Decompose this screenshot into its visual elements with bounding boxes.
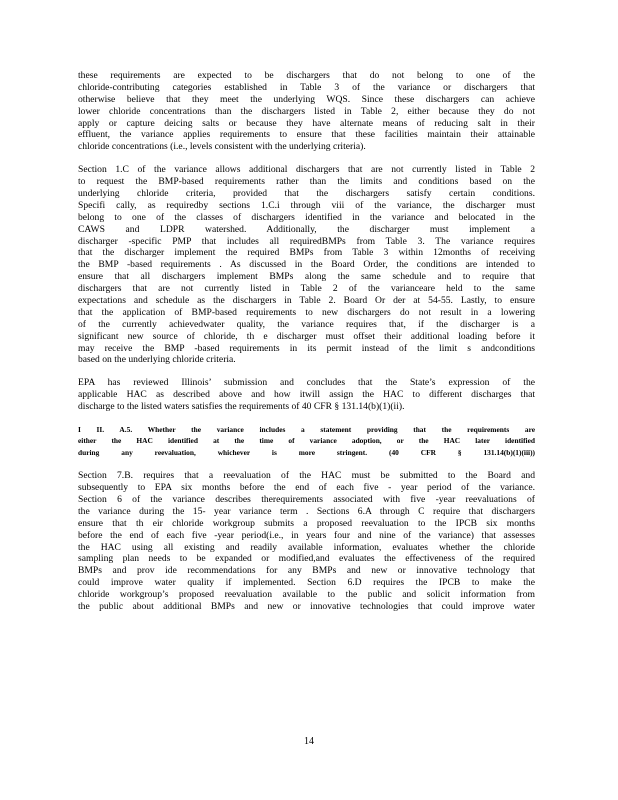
- paragraph-1: [78, 70, 535, 153]
- section-heading: [78, 424, 535, 458]
- paragraph-3: [78, 377, 535, 413]
- text-line: discharge to the listed waters satisfies the requirements of 40 CFR § 131.14(b)(1)(ii).: [78, 401, 405, 413]
- text-line: lower chloride concentrations than the dischargers listed in Table 2, either because they do not: [78, 105, 535, 117]
- page-content: [78, 70, 535, 613]
- heading-line: either the HAC identified at the time of variance adoption, or the HAC later identified: [78, 436, 535, 446]
- text-line: of the currently achievedwater quality, the variance requires that, if the discharger is a: [78, 318, 535, 330]
- text-line: BMPs and prov ide recommendations for any BMPs and new or innovative technology that: [78, 565, 535, 577]
- text-line: that the application of BMP-based requirements to new dischargers do not result in a lowering: [78, 306, 535, 318]
- text-line: these requirements are expected to be dischargers that do not belong to one of the: [78, 70, 535, 81]
- text-line: the variance during the 15- year variance term . Sections 6.A through C require that dischargers: [78, 505, 535, 517]
- text-line: CAWS and LDPR watershed. Additionally, the discharger must implement a: [78, 223, 535, 235]
- text-line: the BMP -based requirements . As discussed in the Board Order, the conditions are intended to: [78, 259, 535, 271]
- text-line: that the discharger implement the required BMPs from Table 3 within 12months of receiving: [78, 247, 535, 259]
- text-line: applicable HAC as described above and how itwill assign the HAC to different discharges that: [78, 389, 535, 401]
- text-line: EPA has reviewed Illinois’ submission and concludes that the State’s expression of the: [78, 377, 535, 389]
- text-line: based on the underlying chloride criteria.: [78, 354, 236, 366]
- text-line: expectations and schedule as the dischargers in Table 2. Board Or der at 54-55. Lastly, to ensure: [78, 295, 535, 307]
- paragraph-4: [78, 470, 535, 613]
- text-line: the HAC using all existing and readily available information, evaluates whether the chloride: [78, 541, 535, 553]
- heading-line: I II. A.5. Whether the variance includes a statement providing that the requirements are: [78, 425, 535, 435]
- text-line: belong to one of the classes of dischargers identified in the variance and belocated in the: [78, 211, 535, 223]
- text-line: Section 1.C of the variance allows additional dischargers that are not currently listed in Table 2: [78, 164, 535, 176]
- text-line: apply or capture deicing salts or because they have alternate means of reducing salt in their: [78, 117, 535, 129]
- text-line: significant new source of chloride, th e discharger must offset their additional loading before it: [78, 330, 535, 342]
- text-line: before the end of each five -year period(i.e., in years four and nine of the variance) that assesses: [78, 529, 535, 541]
- text-line: Specifi cally, as requiredby sections 1.C.i through viii of the variance, the discharger must: [78, 199, 535, 211]
- text-line: Section 7.B. requires that a reevaluation of the HAC must be submitted to the Board and: [78, 470, 535, 482]
- text-line: could improve water quality if implemented. Section 6.D requires the IPCB to make the: [78, 577, 535, 589]
- text-line: ensure that all dischargers implement BMPs along the same schedule and to require that: [78, 271, 535, 283]
- text-line: to request the BMP-based requirements rather than the limits and conditions based on the: [78, 176, 535, 188]
- text-line: sampling plan needs to be expanded or modified,and evaluates the effectiveness of the required: [78, 553, 535, 565]
- text-line: the public about additional BMPs and new or innovative technologies that could improve water: [78, 601, 535, 613]
- text-line: chloride concentrations (i.e., levels consistent with the underlying criteria).: [78, 141, 366, 153]
- page-number: 14: [304, 736, 314, 747]
- text-line: may receive the BMP -based requirements in its permit instead of the limit s andconditions: [78, 342, 535, 354]
- text-line: subsequently to EPA six months before the end of each five - year period of the variance.: [78, 482, 535, 494]
- text-line: dischargers that are not currently listed in Table 2 of the varianceare held to the same: [78, 283, 535, 295]
- text-line: chloride-contributing categories established in Table 3 of the variance or dischargers that: [78, 81, 535, 93]
- text-line: underlying chloride criteria, provided that the dischargers satisfy certain conditions.: [78, 188, 535, 200]
- text-line: otherwise believe that they meet the underlying WQS. Since these dischargers can achieve: [78, 93, 535, 105]
- text-line: ensure that th eir chloride workgroup submits a proposed reevaluation to the IPCB six months: [78, 517, 535, 529]
- text-line: chloride workgroup’s proposed reevaluation available to the public and solicit information from: [78, 589, 535, 601]
- heading-line: during any reevaluation, whichever is more stringent. (40 CFR § 131.14(b)(1)(iii)): [78, 447, 535, 457]
- text-line: Section 6 of the variance describes therequirements associated with five -year reevaluations of: [78, 494, 535, 505]
- text-line: effluent, the variance applies requirements to ensure that these facilities maintain their attainable: [78, 129, 535, 141]
- paragraph-2: [78, 164, 535, 366]
- text-line: discharger -specific PMP that includes all requiredBMPs from Table 3. The variance requires: [78, 235, 535, 247]
